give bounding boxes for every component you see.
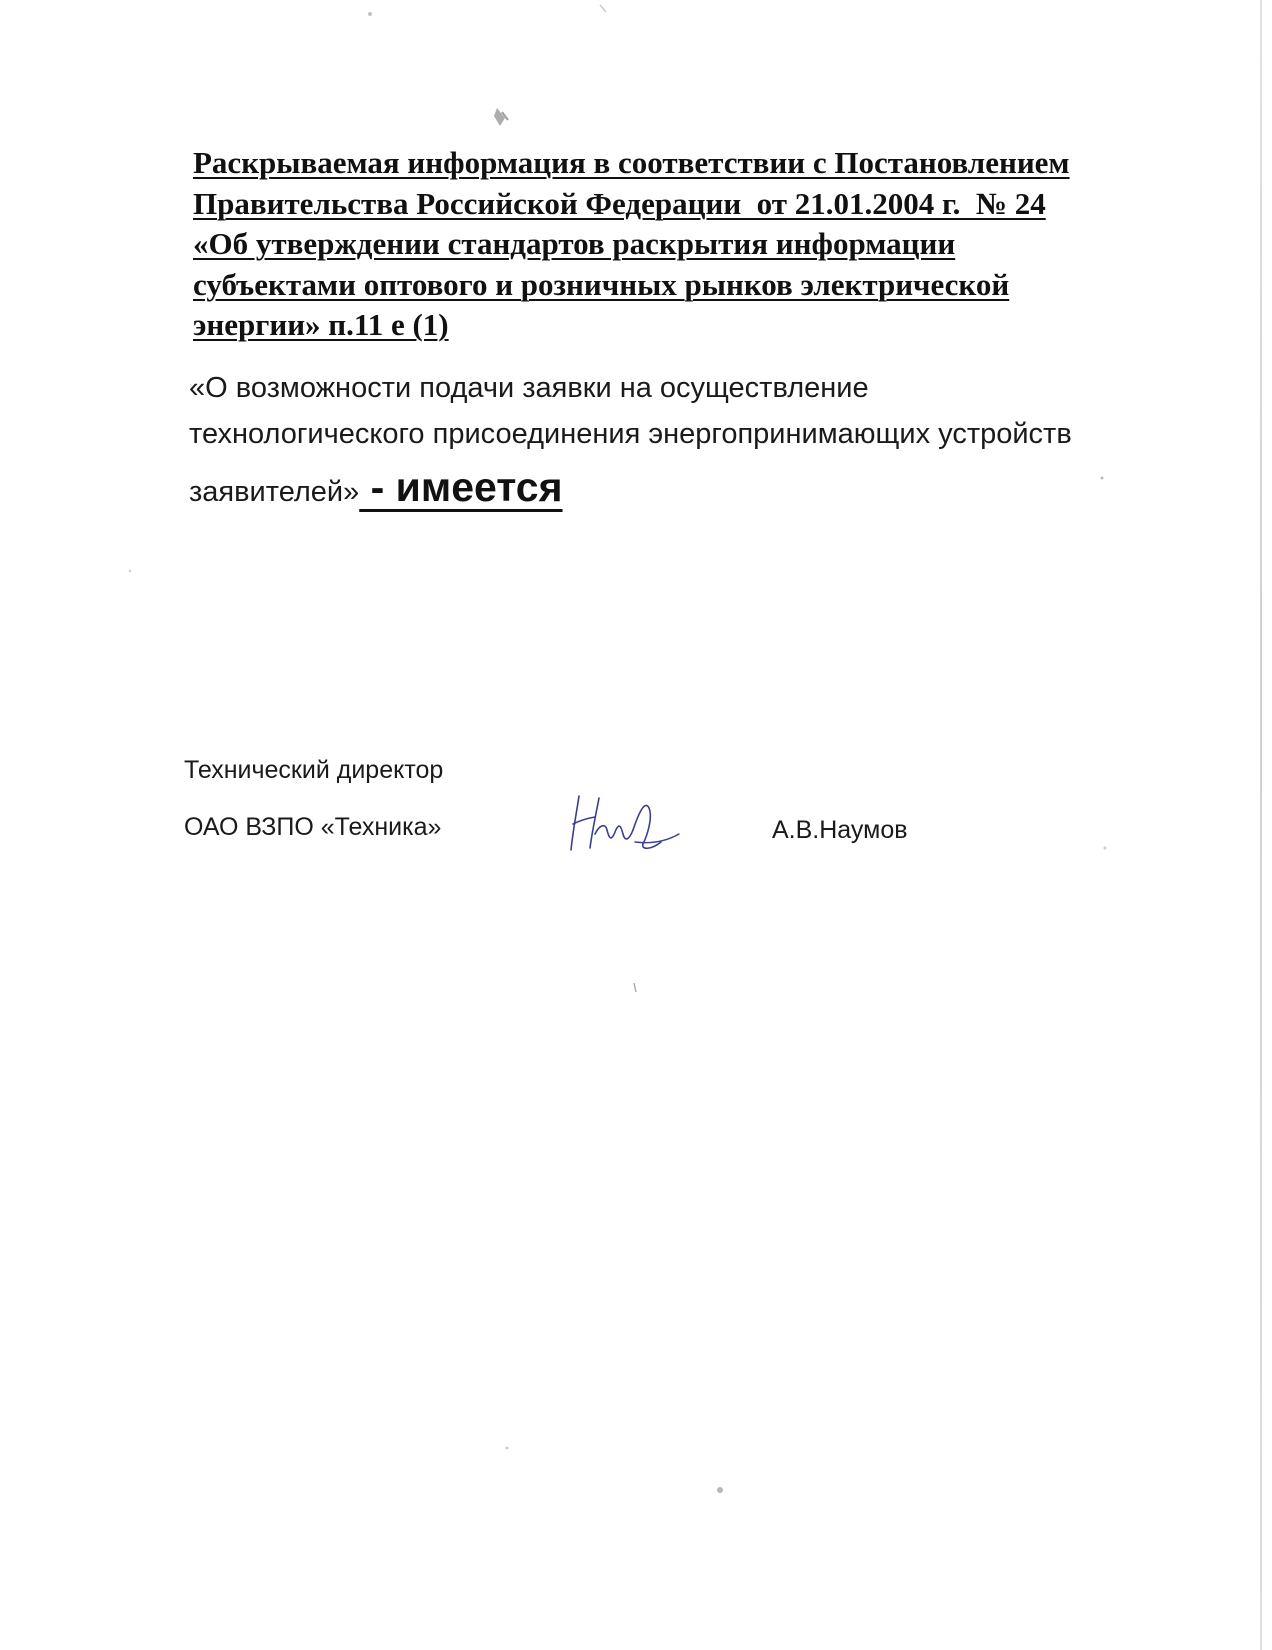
signatory-name: А.В.Наумов [772, 816, 908, 844]
statement-line-with-status [189, 459, 1229, 520]
statement-line: технологического присоединения энергопринимающих устройств [189, 418, 1072, 450]
handwritten-signature [565, 790, 685, 860]
signatory-organization: ОАО ВЗПО «Техника» [184, 813, 442, 841]
scan-edge [1260, 0, 1262, 1650]
heading-line: субъектами оптового и розничных рынков электрической [193, 266, 1010, 302]
heading-line: Правительства Российской Федерации от 21.01.2004 г. № 24 [193, 185, 1046, 221]
disclosure-statement [189, 365, 1229, 520]
signatory-role: Технический директор [184, 756, 444, 784]
statement-line: «О возможности подачи заявки на осуществление [189, 372, 869, 404]
availability-status: - имеется [359, 464, 563, 510]
heading-line: Раскрываемая информация в соответствии с Постановлением [193, 145, 1070, 180]
statement-line: заявителей» [189, 476, 360, 508]
heading-line: «Об утверждении стандартов раскрытия информации [193, 226, 956, 261]
heading-line: энергии» п.11 е (1) [193, 307, 449, 342]
document-heading [193, 143, 1203, 346]
